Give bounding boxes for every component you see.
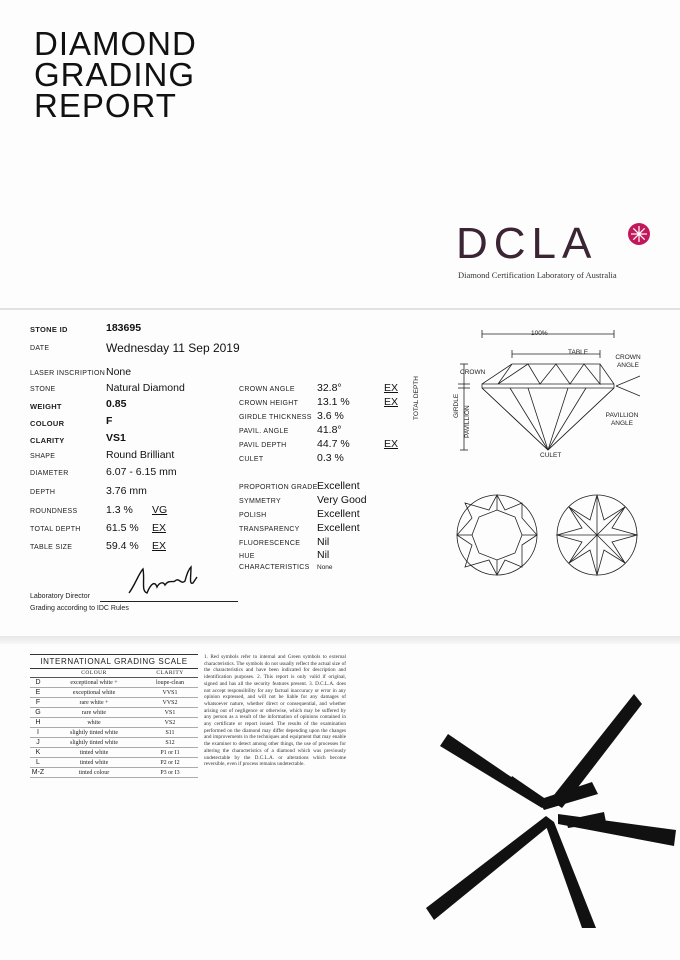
crown-angle-value: 32.8° — [317, 382, 342, 394]
stone-id-value: 183695 — [106, 322, 142, 334]
pavil-angle-value: 41.8° — [317, 424, 342, 436]
shape-value: Round Brilliant — [106, 449, 175, 461]
table-row: H white VS2 — [30, 718, 198, 728]
transparency-label: TRANSPARENCY — [239, 526, 300, 533]
table-size-value: 59.4 % — [106, 540, 139, 552]
stone-id-label: STONE ID — [30, 325, 68, 334]
girdle-label: GIRDLE THICKNESS — [239, 414, 312, 421]
diagram-pavillion-angle: PAVILLION ANGLE — [605, 412, 639, 427]
symmetry-label: SYMMETRY — [239, 498, 281, 505]
logo-subtitle: Diamond Certification Laboratory of Australia — [458, 270, 617, 280]
pavil-angle-label: PAVIL. ANGLE — [239, 428, 289, 435]
transparency-value: Excellent — [317, 522, 360, 534]
polish-value: Excellent — [317, 508, 360, 520]
crown-height-label: CROWN HEIGHT — [239, 400, 299, 407]
table-row: K tinted white P1 or I1 — [30, 748, 198, 758]
diagram-100pct: 100% — [531, 330, 548, 337]
crown-angle-label: CROWN ANGLE — [239, 386, 295, 393]
colour-value: F — [106, 415, 113, 427]
table-row: J slightly tinted white S12 — [30, 738, 198, 748]
table-row: E exceptional white VVS1 — [30, 688, 198, 698]
date-value: Wednesday 11 Sep 2019 — [106, 341, 240, 355]
roundness-value: 1.3 % — [106, 504, 133, 516]
crown-angle-grade: EX — [384, 382, 399, 394]
director-title: Laboratory Director — [30, 593, 90, 600]
diamond-star-icon — [627, 222, 651, 246]
fold-line — [0, 308, 680, 310]
title-line: GRADING — [34, 56, 196, 93]
characteristics-value: None — [317, 564, 333, 571]
signature — [125, 563, 205, 599]
laser-label: LASER INSCRIPTION — [30, 370, 106, 377]
logo-text: DCLA — [456, 219, 598, 268]
grading-scale-title: INTERNATIONAL GRADING SCALE — [30, 654, 198, 669]
fluorescence-label: FLUORESCENCE — [239, 540, 301, 547]
depth-value: 3.76 mm — [106, 485, 147, 497]
diamond-profile-diagram — [440, 326, 650, 466]
col-colour: COLOUR — [46, 669, 142, 678]
polish-label: POLISH — [239, 512, 267, 519]
diameter-value: 6.07 - 6.15 mm — [106, 466, 177, 478]
stone-label: STONE — [30, 386, 56, 393]
proportion-label: PROPORTION GRADE — [239, 484, 318, 491]
girdle-value: 3.6 % — [317, 410, 344, 422]
hue-value: Nil — [317, 549, 330, 561]
crown-height-grade: EX — [384, 396, 399, 408]
diagram-culet: CULET — [540, 452, 562, 459]
roundness-label: ROUNDNESS — [30, 508, 78, 515]
table-size-grade: EX — [152, 540, 167, 552]
table-size-label: TABLE SIZE — [30, 544, 73, 551]
dcla-star-graphic — [420, 690, 680, 930]
proportion-value: Excellent — [317, 480, 360, 492]
shape-label: SHAPE — [30, 453, 56, 460]
date-label: DATE — [30, 345, 50, 352]
symmetry-value: Very Good — [317, 494, 367, 506]
grading-scale-table — [30, 669, 198, 778]
pavil-depth-value: 44.7 % — [317, 438, 350, 450]
table-row: I slightly tinted white S11 — [30, 728, 198, 738]
diameter-label: DIAMETER — [30, 470, 69, 477]
diagram-crown-angle: CROWN ANGLE — [615, 354, 641, 369]
crown-height-value: 13.1 % — [317, 396, 350, 408]
table-row: D exceptional white + loupe-clean — [30, 678, 198, 688]
stone-value: Natural Diamond — [106, 382, 185, 394]
diagram-pavillion: PAVILLION — [464, 405, 471, 438]
weight-value: 0.85 — [106, 398, 127, 410]
characteristics-label: CHARACTERISTICS — [239, 564, 310, 571]
depth-label: DEPTH — [30, 489, 56, 496]
title-line: REPORT — [34, 87, 177, 124]
diamond-pavilion-view-diagram — [552, 490, 642, 580]
weight-label: WEIGHT — [30, 402, 62, 411]
title-line: DIAMOND — [34, 25, 197, 62]
grading-scale — [30, 654, 198, 778]
colour-label: COLOUR — [30, 419, 65, 428]
roundness-grade: VG — [152, 504, 168, 516]
total-depth-value: 61.5 % — [106, 522, 139, 534]
grading-note: Grading according to IDC Rules — [30, 605, 129, 612]
clarity-value: VS1 — [106, 432, 126, 444]
pavil-depth-label: PAVIL DEPTH — [239, 442, 287, 449]
culet-label: CULET — [239, 456, 264, 463]
table-row: F rare white + VVS2 — [30, 698, 198, 708]
fluorescence-value: Nil — [317, 536, 330, 548]
diagram-crown: CROWN — [460, 369, 486, 376]
table-row: M-Z tinted colour P3 or I3 — [30, 768, 198, 778]
table-row: G rare white VS1 — [30, 708, 198, 718]
dcla-logo — [456, 219, 617, 280]
total-depth-grade: EX — [152, 522, 167, 534]
disclaimer-text: 1. Red symbols refer to internal and Green symbols to external characteristics. The symbols do not usually reflect the actual size of the characteristics and have been indicated for description and identification purposes. 2. This report is only valid if original, signed and has all the security features present. 3. D.C.L.A. does not accept responsibility for any factual inaccuracy or error in any opinion expressed, and will not be liable for any damages of whatsoever nature, whether direct or consequential, and whether arising out of negligence or otherwise, which may be suffered by any person as a result of the information of opinions contained in any certificate or report issued. The results of the examination performed on the diamond may differ depending upon the changes and improvements in the techniques and equipment that may enable the examiner to detect among other things, the use of processes for altering the characteristics of a diamond which was previously undetectable by the D.C.L.A. or alterations which become reversible, even if process remains undetectable. — [204, 654, 346, 768]
table-row: L tinted white P2 or I2 — [30, 758, 198, 768]
fold-line — [0, 636, 680, 644]
diagram-total-depth: TOTAL DEPTH — [413, 376, 420, 420]
total-depth-label: TOTAL DEPTH — [30, 526, 81, 533]
hue-label: HUE — [239, 553, 255, 560]
col-clarity: CLARITY — [142, 669, 198, 678]
pavil-depth-grade: EX — [384, 438, 399, 450]
diagram-table: TABLE — [568, 349, 589, 356]
diamond-crown-view-diagram — [452, 490, 542, 580]
laser-value: None — [106, 366, 132, 378]
diagram-girdle: GIRDLE — [453, 393, 460, 418]
clarity-label: CLARITY — [30, 436, 65, 445]
signature-line — [100, 601, 238, 602]
report-title — [34, 25, 197, 124]
culet-value: 0.3 % — [317, 452, 344, 464]
